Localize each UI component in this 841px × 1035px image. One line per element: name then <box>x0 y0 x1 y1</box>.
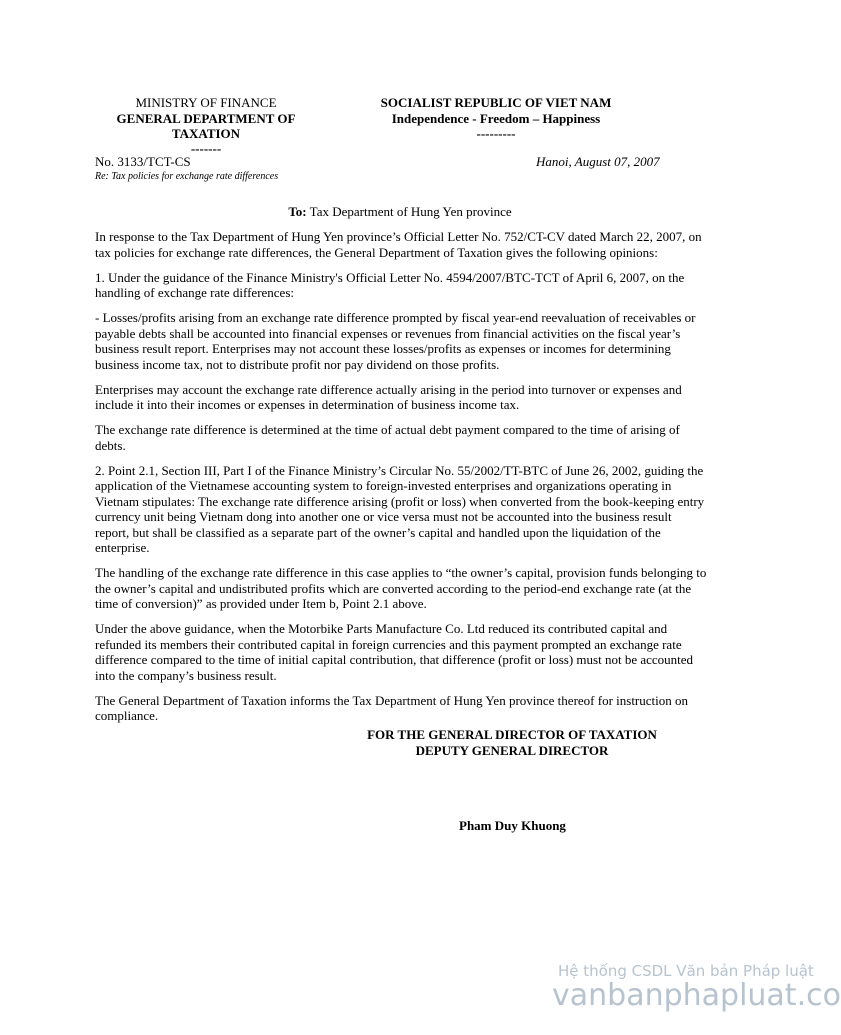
national-motto-block <box>370 95 622 142</box>
motto: Independence - Freedom – Happiness <box>391 110 601 126</box>
signature-block <box>352 727 672 758</box>
paragraph: 2. Point 2.1, Section III, Part I of the Finance Ministry’s Circular No. 55/2002/TT-BTC of June 26, 2002, guiding the application of the Vietnamese accounting system to foreign-invested enterprises and organizations operating in Vietnam stipulates: The exchange rate difference arising (profit or loss) when converted from the book-keeping entry currency unit being Vietnam dong into another one or vice versa must not be accounted into the business result report, but shall be classified as a separate part of the owner’s capital and handled upon the liquidation of the enterprise. <box>95 462 705 555</box>
paragraph: The exchange rate difference is determined at the time of actual debt payment compared to the time of arising of debts. <box>95 422 680 453</box>
signer-position: DEPUTY GENERAL DIRECTOR <box>415 742 609 758</box>
department-name-line2: TAXATION <box>171 126 241 141</box>
signature-title: FOR THE GENERAL DIRECTOR OF TAXATION <box>367 727 657 742</box>
issuer-block <box>95 95 317 155</box>
issuer-divider: ------- <box>190 140 222 156</box>
department-name-line1: GENERAL DEPARTMENT OF <box>116 110 296 126</box>
paragraph: Under the above guidance, when the Motorbike Parts Manufacture Co. Ltd reduced its contributed capital and refunded its members their contributed capital in foreign currencies and this payment prompted an exchange rate difference compared to the time of initial capital contribution, that difference (profit or loss) must not be accounted into the company’s business result. <box>95 621 694 683</box>
signer-name: Pham Duy Khuong <box>459 818 566 833</box>
letter-body <box>95 229 707 733</box>
motto-divider: --------- <box>476 126 516 141</box>
document-date: Hanoi, August 07, 2007 <box>536 154 660 169</box>
recipient-name: Tax Department of Hung Yen province <box>309 204 512 219</box>
paragraph: - Losses/profits arising from an exchange rate difference prompted by fiscal year-end reevaluation of receivables or payable debts shall be accounted into financial expenses or revenues from financial activities on the fiscal year’s business result report. Enterprises may not account these losses/profits as expenses or incomes for determining business income tax, not to distribute profit nor pay dividend on those profits. <box>95 310 696 372</box>
paragraph: Enterprises may account the exchange rate difference actually arising in the period into turnover or expenses and include it into their incomes or expenses in determination of business income tax. <box>95 381 682 412</box>
paragraph: In response to the Tax Department of Hung Yen province’s Official Letter No. 752/CT-CV dated March 22, 2007, on tax policies for exchange rate differences, the General Department of Taxation gives the following opinions: <box>95 229 702 260</box>
recipient-line <box>95 204 705 220</box>
paragraph: The handling of the exchange rate difference in this case applies to “the owner’s capital, provision funds belonging to the owner’s capital and undistributed profits which are converted according to the period-end exchange rate (at the time of conversion)” as provided under Item b, Point 2.1 above. <box>95 565 707 611</box>
paragraph: The General Department of Taxation informs the Tax Department of Hung Yen province thereof for instruction on compliance. <box>95 692 689 723</box>
document-number: No. 3133/TCT-CS <box>95 154 191 169</box>
watermark-caption: Hệ thống CSDL Văn bản Pháp luật <box>558 962 814 980</box>
document-subject: Re: Tax policies for exchange rate differences <box>95 171 279 182</box>
paragraph: 1. Under the guidance of the Finance Ministry's Official Letter No. 4594/2007/BTC-TCT of April 6, 2007, on the handling of exchange rate differences: <box>95 269 685 300</box>
recipient-label: To: <box>288 204 307 219</box>
ministry-name: MINISTRY OF FINANCE <box>135 95 277 110</box>
country-name: SOCIALIST REPUBLIC OF VIET NAM <box>380 95 612 110</box>
watermark-site: vanbanphapluat.co <box>552 978 841 1013</box>
